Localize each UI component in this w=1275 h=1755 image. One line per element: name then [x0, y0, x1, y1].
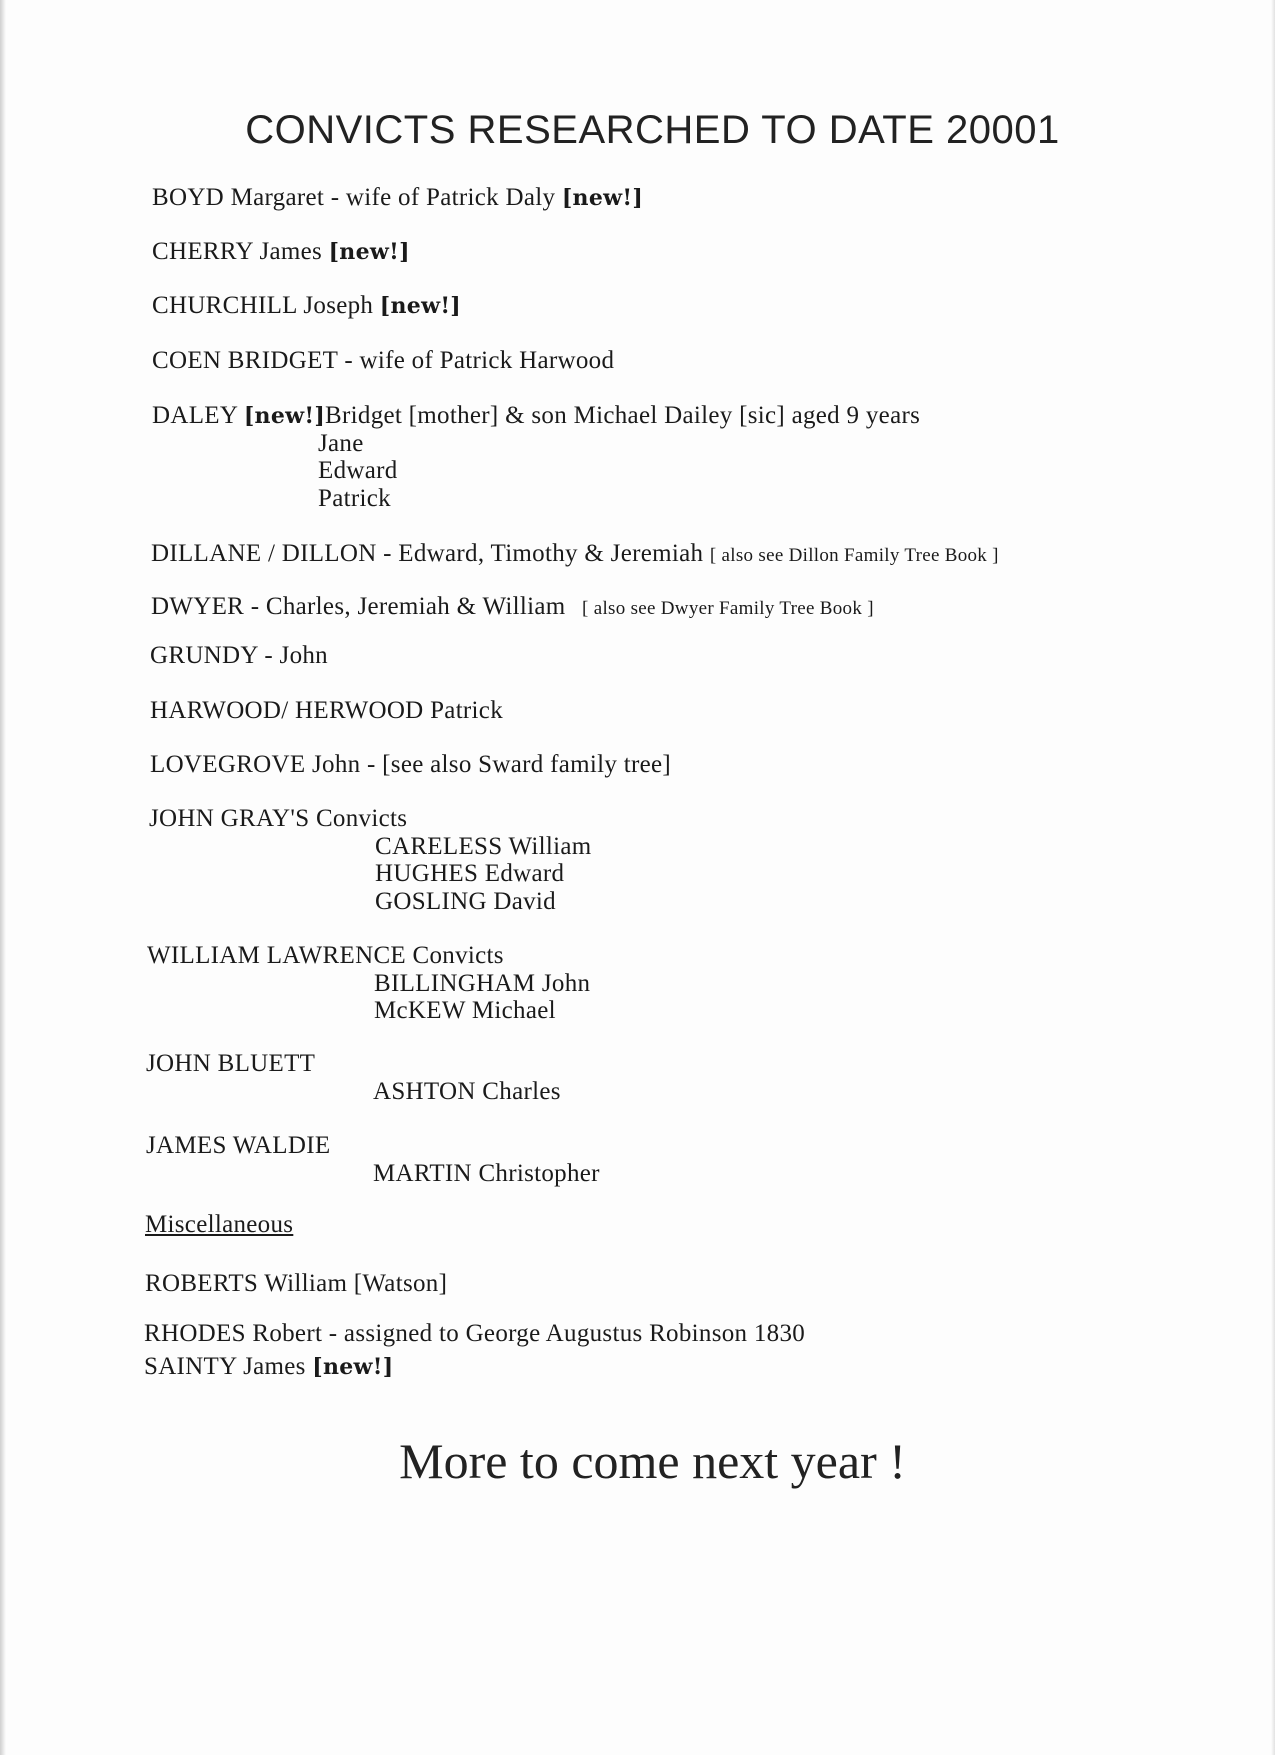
entry-dwyer-note: [ also see Dwyer Family Tree Book ]: [582, 598, 874, 619]
entry-daley: [152, 402, 920, 430]
group-member: CARELESS William: [375, 833, 592, 860]
entry-harwood: HARWOOD/ HERWOOD Patrick: [150, 697, 504, 724]
entry-boyd: [152, 184, 643, 212]
new-tag: [new!]: [561, 185, 644, 211]
entry-rhodes: RHODES Robert - assigned to George Augustus Robinson 1830: [144, 1320, 806, 1347]
entry-dillane: [151, 540, 999, 568]
entry-lovegrove: LOVEGROVE John - [see also Sward family tree]: [150, 751, 672, 778]
group-heading-william-lawrence: WILLIAM LAWRENCE Convicts: [147, 942, 504, 969]
entry-churchill-text: CHURCHILL Joseph: [152, 292, 380, 319]
daley-child: Patrick: [318, 485, 391, 512]
new-tag: [new!]: [312, 1354, 394, 1380]
scan-edge-left: [0, 0, 6, 1755]
footer-message: More to come next year !: [399, 1433, 906, 1489]
group-member: GOSLING David: [375, 888, 556, 915]
page-title: CONVICTS RESEARCHED TO DATE 20001: [245, 108, 1060, 152]
daley-child: Edward: [318, 457, 398, 484]
group-heading-john-gray: JOHN GRAY'S Convicts: [149, 805, 408, 832]
new-tag: [new!]: [328, 239, 410, 265]
entry-sainty: [144, 1353, 393, 1381]
group-member: HUGHES Edward: [375, 860, 565, 887]
entry-dwyer-text: DWYER - Charles, Jeremiah & William: [151, 593, 573, 620]
entry-roberts: ROBERTS William [Watson]: [145, 1270, 448, 1297]
daley-child: Jane: [318, 430, 364, 457]
entry-dwyer: [151, 593, 874, 621]
group-member: MARTIN Christopher: [373, 1160, 600, 1187]
group-member: BILLINGHAM John: [374, 970, 591, 997]
entry-dillane-note: [ also see Dillon Family Tree Book ]: [709, 545, 999, 566]
entry-cherry: [152, 238, 410, 266]
group-heading-john-bluett: JOHN BLUETT: [146, 1050, 316, 1077]
group-member: McKEW Michael: [374, 997, 556, 1024]
entry-daley-prefix: DALEY: [152, 402, 244, 429]
entry-daley-text: Bridget [mother] & son Michael Dailey [sic] aged 9 years: [325, 402, 921, 429]
misc-heading: Miscellaneous: [145, 1211, 294, 1238]
group-member: ASHTON Charles: [373, 1078, 561, 1105]
entry-cherry-text: CHERRY James: [152, 238, 329, 265]
entry-churchill: [152, 292, 461, 320]
scan-edge-right: [1271, 0, 1275, 1755]
new-tag: [new!]: [379, 293, 461, 319]
entry-grundy: GRUNDY - John: [150, 642, 328, 669]
entry-boyd-text: BOYD Margaret - wife of Patrick Daly: [152, 184, 562, 211]
new-tag: [new!]: [243, 403, 326, 429]
group-heading-james-waldie: JAMES WALDIE: [146, 1132, 331, 1159]
entry-sainty-text: SAINTY James: [144, 1353, 313, 1380]
entry-dillane-text: DILLANE / DILLON - Edward, Timothy & Jeremiah: [151, 540, 710, 567]
entry-coen: COEN BRIDGET - wife of Patrick Harwood: [152, 347, 615, 374]
